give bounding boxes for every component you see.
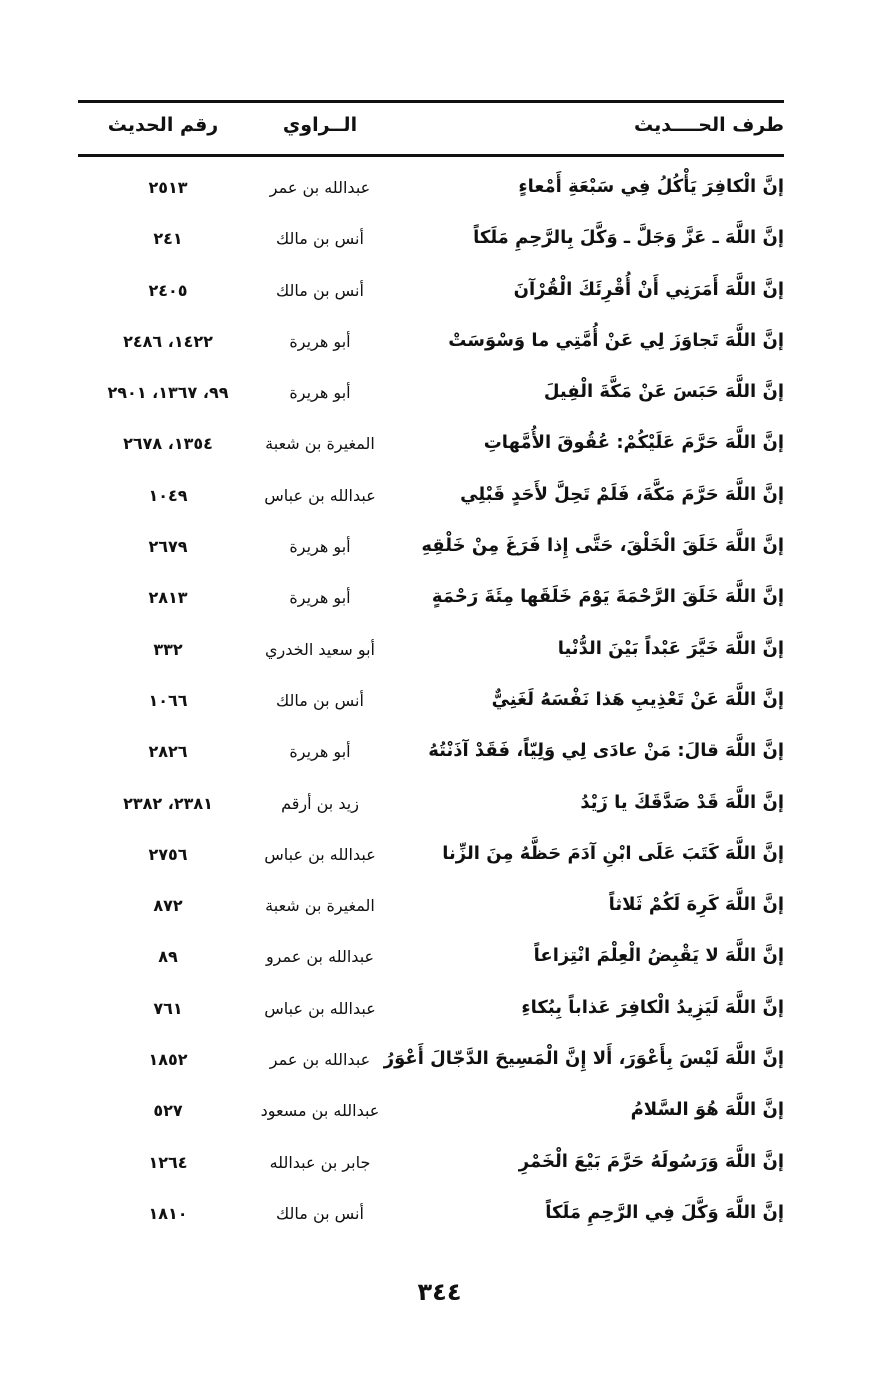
narrator: أنس بن مالك [276, 1203, 364, 1223]
narrator: عبدالله بن عباس [264, 844, 376, 864]
narrator: أنس بن مالك [276, 229, 364, 249]
table-row [78, 484, 784, 535]
table-row [78, 1048, 784, 1099]
page-number: ٣٤٤ [417, 1278, 462, 1306]
table-row [78, 997, 784, 1048]
hadith-number: ١٨١٠ [148, 1203, 188, 1223]
hadith-text: إنَّ اللَّهَ كَرِهَ لَكُمْ ثَلاثاً [608, 894, 784, 916]
hadith-text: إنَّ اللَّهَ خَلَقَ الرَّحْمَةَ يَوْمَ خَلَقَها مِئَةَ رَحْمَةٍ [431, 586, 784, 608]
hadith-number: ٢٦٧٩ [148, 537, 188, 557]
hadith-number: ٢٨٢٦ [148, 742, 188, 762]
hadith-number: ٢٤٠٥ [148, 280, 188, 300]
narrator: عبدالله بن عمرو [265, 947, 375, 967]
hadith-text: إنَّ اللَّهَ هُوَ السَّلامُ [630, 1099, 784, 1121]
table-row [78, 740, 784, 791]
table-body [78, 176, 784, 1253]
hadith-text: إنَّ اللَّهَ تَجاوَزَ لِي عَنْ أُمَّتِي ما وَسْوَسَتْ [448, 329, 784, 351]
hadith-text: إنَّ اللَّهَ قالَ: مَنْ عادَى لِي وَلِيّاً، فَقَدْ آذَنْتُهُ [428, 740, 784, 762]
narrator: أنس بن مالك [276, 690, 364, 710]
hadith-text: إنَّ اللَّهَ عَنْ تَعْذِيبِ هَذا نَفْسَهُ لَغَنِيٌّ [491, 688, 784, 710]
hadith-number: ٢٥١٣ [148, 178, 188, 197]
hadith-number: ١٢٦٤ [148, 1152, 188, 1172]
hadith-number: ١٤٢٢، ٢٤٨٦ [123, 331, 213, 351]
narrator: عبدالله بن عباس [264, 998, 376, 1018]
narrator: أنس بن مالك [276, 280, 364, 300]
hadith-text: إنَّ اللَّهَ وَكَّلَ فِي الرَّحِمِ مَلَكاً [545, 1201, 784, 1223]
hadith-number: ٢٤١ [153, 229, 183, 249]
hadith-number: ٢٨١٣ [148, 588, 188, 608]
hadith-text: إنَّ اللَّهَ لَيَزِيدُ الْكافِرَ عَذاباً بِبُكاءِ [521, 996, 784, 1018]
table-row [78, 279, 784, 330]
narrator: عبدالله بن عمر [269, 178, 371, 197]
hadith-text: إنَّ اللَّهَ أَمَرَنِي أَنْ أُقْرِئَكَ الْقُرْآنَ [513, 278, 784, 300]
header-hadith-number: رقم الحديث [107, 114, 219, 136]
table-row [78, 792, 784, 843]
top-rule [78, 100, 784, 103]
hadith-number: ٢٧٥٦ [148, 844, 188, 864]
narrator: زيد بن أرقم [281, 793, 359, 813]
header-hadith-text: طرف الحــــديث [634, 114, 784, 136]
hadith-text: إنَّ الْكافِرَ يَأْكُلُ فِي سَبْعَةِ أَمْعاءٍ [518, 176, 784, 197]
hadith-text: إنَّ اللَّهَ لَيْسَ بِأَعْوَرَ، أَلا إِنَّ الْمَسِيحَ الدَّجّالَ أَعْوَرُ [383, 1048, 784, 1070]
narrator: عبدالله بن عمر [269, 1050, 371, 1070]
table-row [78, 176, 784, 227]
narrator: أبو هريرة [289, 537, 351, 557]
narrator: أبو هريرة [289, 742, 351, 762]
hadith-number: ١٠٤٩ [148, 485, 188, 505]
table-row [78, 330, 784, 381]
hadith-text: إنَّ اللَّهَ وَرَسُولَهُ حَرَّمَ بَيْعَ الْخَمْرِ [518, 1150, 784, 1172]
narrator: أبو هريرة [289, 331, 351, 351]
hadith-text: إنَّ اللَّهَ ـ عَزَّ وَجَلَّ ـ وَكَّلَ بِالرَّحِمِ مَلَكاً [473, 227, 784, 249]
table-row [78, 1151, 784, 1202]
hadith-number: ١٨٥٢ [148, 1050, 188, 1070]
hadith-text: إنَّ اللَّهَ خَلَقَ الْخَلْقَ، حَتَّى إِذا فَرَغَ مِنْ خَلْقِهِ [421, 535, 784, 557]
hadith-number: ٧٦١ [153, 998, 183, 1018]
hadith-number: ١٣٥٤، ٢٦٧٨ [123, 434, 213, 454]
hadith-number: ٩٩، ١٣٦٧، ٢٩٠١ [107, 383, 229, 403]
table-row [78, 945, 784, 996]
table-row [78, 535, 784, 586]
narrator: المغيرة بن شعبة [265, 896, 375, 916]
narrator: أبو سعيد الخدري [265, 639, 375, 659]
header-rule [78, 154, 784, 157]
table-row [78, 1099, 784, 1150]
table-row [78, 689, 784, 740]
table-row [78, 638, 784, 689]
table-row [78, 843, 784, 894]
narrator: جابر بن عبدالله [269, 1152, 371, 1172]
narrator: عبدالله بن مسعود [260, 1101, 380, 1121]
hadith-number: ٨٩ [158, 947, 178, 967]
hadith-number: ٢٣٨١، ٢٣٨٢ [123, 793, 213, 813]
hadith-text: إنَّ اللَّهَ خَيَّرَ عَبْداً بَيْنَ الدُّنْيا [557, 637, 784, 659]
narrator: المغيرة بن شعبة [265, 434, 375, 454]
hadith-text: إنَّ اللَّهَ كَتَبَ عَلَى ابْنِ آدَمَ حَظَّهُ مِنَ الزِّنا [442, 842, 784, 864]
hadith-number: ٣٣٢ [153, 639, 183, 659]
narrator: أبو هريرة [289, 588, 351, 608]
hadith-number: ١٠٦٦ [148, 690, 188, 710]
table-row [78, 586, 784, 637]
table-row [78, 227, 784, 278]
narrator: أبو هريرة [289, 383, 351, 403]
hadith-text: إنَّ اللَّهَ حَرَّمَ مَكَّةَ، فَلَمْ تَحِلَّ لأَحَدٍ قَبْلِي [460, 483, 784, 505]
table-row [78, 1202, 784, 1253]
table-row [78, 381, 784, 432]
table-row [78, 894, 784, 945]
hadith-number: ٥٢٧ [153, 1101, 183, 1121]
hadith-text: إنَّ اللَّهَ قَدْ صَدَّقَكَ يا زَيْدُ [580, 791, 784, 813]
hadith-number: ٨٧٢ [153, 896, 183, 916]
header-narrator: الــراوي [282, 114, 358, 136]
table-row [78, 432, 784, 483]
hadith-text: إنَّ اللَّهَ حَرَّمَ عَلَيْكُمْ: عُقُوقَ الأُمَّهاتِ [483, 432, 784, 454]
hadith-text: إنَّ اللَّهَ لا يَقْبِضُ الْعِلْمَ انْتِزاعاً [533, 945, 784, 967]
table-header [78, 114, 784, 150]
narrator: عبدالله بن عباس [264, 485, 376, 505]
hadith-text: إنَّ اللَّهَ حَبَسَ عَنْ مَكَّةَ الْفِيلَ [543, 381, 784, 403]
